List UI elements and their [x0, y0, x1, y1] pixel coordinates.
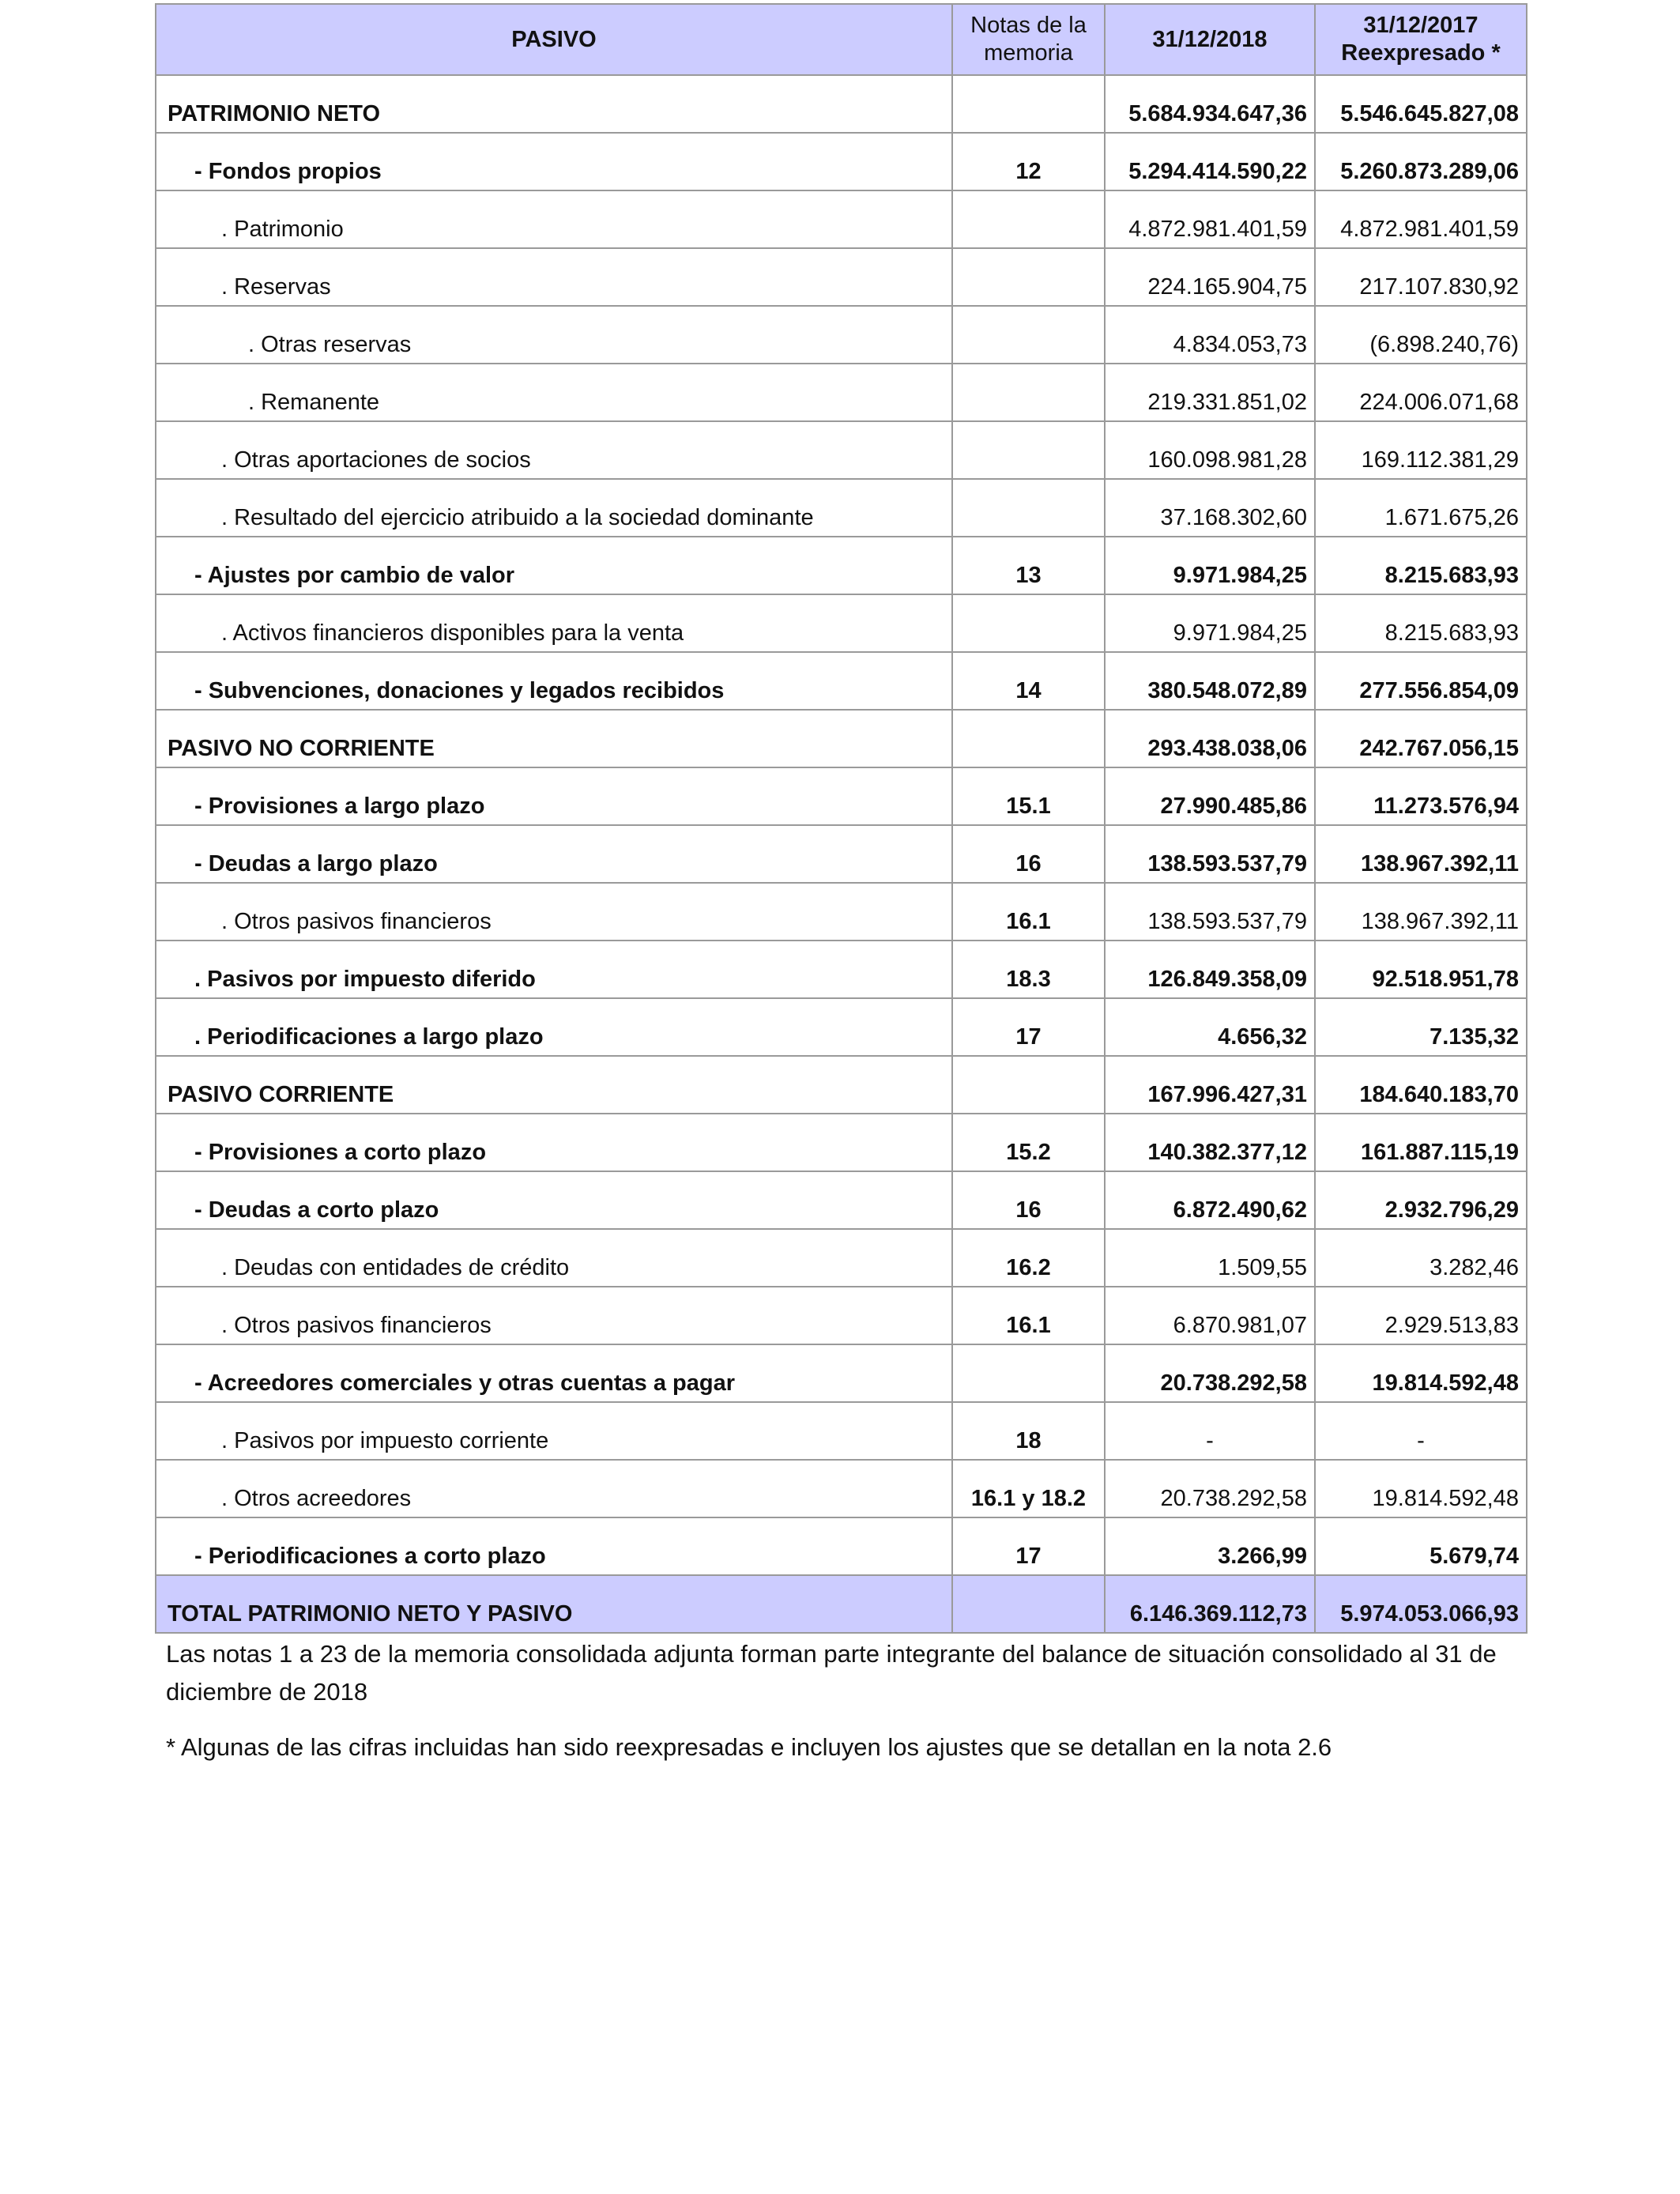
row-label: - Fondos propios: [156, 133, 952, 190]
row-value-2018: 5.294.414.590,22: [1105, 133, 1315, 190]
total-note: [952, 1575, 1105, 1633]
table-row: [156, 767, 1527, 825]
row-value-2017: 2.932.796,29: [1315, 1171, 1527, 1229]
row-note: 16.1 y 18.2: [952, 1460, 1105, 1517]
row-value-2018: 219.331.851,02: [1105, 364, 1315, 421]
footnote-notes-reference: Las notas 1 a 23 de la memoria consolidada adjunta forman parte integrante del balance de situación consolidado al 31 de diciembre de 2018: [166, 1640, 1497, 1706]
header-notas-line2: memoria: [984, 40, 1073, 66]
header-2018: 31/12/2018: [1105, 4, 1315, 75]
row-value-2018: 4.656,32: [1105, 998, 1315, 1056]
table-row: [156, 1460, 1527, 1517]
row-note: 16: [952, 825, 1105, 883]
row-value-2017: (6.898.240,76): [1315, 306, 1527, 364]
table-row: [156, 998, 1527, 1056]
row-note: 17: [952, 998, 1105, 1056]
row-note: [952, 306, 1105, 364]
row-label: . Periodificaciones a largo plazo: [156, 998, 952, 1056]
footnotes: [155, 1635, 1526, 1766]
row-note: [952, 594, 1105, 652]
row-note: 14: [952, 652, 1105, 710]
row-label: - Subvenciones, donaciones y legados recibidos: [156, 652, 952, 710]
table-header-row: [156, 4, 1527, 75]
row-label: - Provisiones a corto plazo: [156, 1114, 952, 1171]
row-label: . Pasivos por impuesto corriente: [156, 1402, 952, 1460]
table-row: [156, 1344, 1527, 1402]
row-value-2017: 8.215.683,93: [1315, 537, 1527, 594]
header-pasivo: PASIVO: [156, 4, 952, 75]
header-2017-line1: 31/12/2017: [1363, 13, 1478, 39]
row-value-2018: 138.593.537,79: [1105, 825, 1315, 883]
table-row: [156, 1287, 1527, 1344]
row-value-2017: 8.215.683,93: [1315, 594, 1527, 652]
row-note: 13: [952, 537, 1105, 594]
row-note: [952, 1344, 1105, 1402]
row-label: . Remanente: [156, 364, 952, 421]
row-value-2017: 5.260.873.289,06: [1315, 133, 1527, 190]
row-note: 16: [952, 1171, 1105, 1229]
table-row: [156, 710, 1527, 767]
row-value-2018: 140.382.377,12: [1105, 1114, 1315, 1171]
row-label: - Deudas a largo plazo: [156, 825, 952, 883]
row-label: - Deudas a corto plazo: [156, 1171, 952, 1229]
row-value-2017: 5.679,74: [1315, 1517, 1527, 1575]
row-note: 16.1: [952, 883, 1105, 941]
row-value-2017: 217.107.830,92: [1315, 248, 1527, 306]
row-label: . Deudas con entidades de crédito: [156, 1229, 952, 1287]
row-value-2017: 1.671.675,26: [1315, 479, 1527, 537]
row-note: 17: [952, 1517, 1105, 1575]
header-notas: [952, 4, 1105, 75]
table-row: [156, 594, 1527, 652]
row-label: . Reservas: [156, 248, 952, 306]
row-value-2017: 169.112.381,29: [1315, 421, 1527, 479]
row-label: . Otros pasivos financieros: [156, 1287, 952, 1344]
table-row: [156, 1402, 1527, 1460]
row-note: [952, 1056, 1105, 1114]
row-value-2018: 6.872.490,62: [1105, 1171, 1315, 1229]
table-row: [156, 1171, 1527, 1229]
row-note: 18.3: [952, 941, 1105, 998]
table-row: [156, 1056, 1527, 1114]
row-value-2018: 27.990.485,86: [1105, 767, 1315, 825]
table-row: [156, 825, 1527, 883]
row-value-2018: 6.870.981,07: [1105, 1287, 1315, 1344]
row-label: . Otros acreedores: [156, 1460, 952, 1517]
table-row: [156, 1229, 1527, 1287]
row-note: 16.2: [952, 1229, 1105, 1287]
row-value-2017: 19.814.592,48: [1315, 1460, 1527, 1517]
row-value-2017: 5.546.645.827,08: [1315, 75, 1527, 133]
row-label: - Ajustes por cambio de valor: [156, 537, 952, 594]
row-label: . Activos financieros disponibles para la venta: [156, 594, 952, 652]
row-value-2018: 167.996.427,31: [1105, 1056, 1315, 1114]
row-label: - Provisiones a largo plazo: [156, 767, 952, 825]
row-value-2018: 1.509,55: [1105, 1229, 1315, 1287]
row-note: [952, 364, 1105, 421]
row-value-2018: 37.168.302,60: [1105, 479, 1315, 537]
row-value-2018: 4.834.053,73: [1105, 306, 1315, 364]
row-note: [952, 479, 1105, 537]
row-value-2017: 138.967.392,11: [1315, 883, 1527, 941]
row-label: PASIVO NO CORRIENTE: [156, 710, 952, 767]
balance-sheet: [155, 3, 1526, 1766]
table-row: [156, 941, 1527, 998]
header-notas-line1: Notas de la: [970, 13, 1087, 39]
row-value-2017: 242.767.056,15: [1315, 710, 1527, 767]
row-note: [952, 421, 1105, 479]
row-note: 15.2: [952, 1114, 1105, 1171]
row-value-2018: 5.684.934.647,36: [1105, 75, 1315, 133]
row-note: 18: [952, 1402, 1105, 1460]
row-value-2017: 161.887.115,19: [1315, 1114, 1527, 1171]
row-value-2017: 224.006.071,68: [1315, 364, 1527, 421]
table-row: [156, 652, 1527, 710]
table-row: [156, 479, 1527, 537]
row-value-2018: 3.266,99: [1105, 1517, 1315, 1575]
row-value-2017: 7.135,32: [1315, 998, 1527, 1056]
row-note: [952, 248, 1105, 306]
row-label: . Pasivos por impuesto diferido: [156, 941, 952, 998]
row-value-2018: 9.971.984,25: [1105, 594, 1315, 652]
row-label: - Periodificaciones a corto plazo: [156, 1517, 952, 1575]
row-value-2017: 3.282,46: [1315, 1229, 1527, 1287]
row-value-2018: 126.849.358,09: [1105, 941, 1315, 998]
row-value-2018: 9.971.984,25: [1105, 537, 1315, 594]
row-label: - Acreedores comerciales y otras cuentas a pagar: [156, 1344, 952, 1402]
table-row: [156, 133, 1527, 190]
row-note: 16.1: [952, 1287, 1105, 1344]
row-value-2017: -: [1315, 1402, 1527, 1460]
row-value-2018: 20.738.292,58: [1105, 1460, 1315, 1517]
table-row: [156, 537, 1527, 594]
row-label: PATRIMONIO NETO: [156, 75, 952, 133]
row-value-2017: 4.872.981.401,59: [1315, 190, 1527, 248]
table-row: [156, 75, 1527, 133]
row-value-2017: 92.518.951,78: [1315, 941, 1527, 998]
row-label: . Otros pasivos financieros: [156, 883, 952, 941]
table-row: [156, 190, 1527, 248]
row-value-2017: 277.556.854,09: [1315, 652, 1527, 710]
row-value-2018: 4.872.981.401,59: [1105, 190, 1315, 248]
table-row: [156, 364, 1527, 421]
total-row: [156, 1575, 1527, 1633]
table-row: [156, 248, 1527, 306]
row-note: 15.1: [952, 767, 1105, 825]
row-note: [952, 190, 1105, 248]
row-label: . Patrimonio: [156, 190, 952, 248]
table-row: [156, 306, 1527, 364]
table-row: [156, 883, 1527, 941]
row-value-2017: 138.967.392,11: [1315, 825, 1527, 883]
row-value-2018: 138.593.537,79: [1105, 883, 1315, 941]
row-value-2018: 293.438.038,06: [1105, 710, 1315, 767]
row-value-2018: 20.738.292,58: [1105, 1344, 1315, 1402]
header-2017-line2: Reexpresado *: [1341, 40, 1501, 66]
row-value-2017: 11.273.576,94: [1315, 767, 1527, 825]
row-note: [952, 75, 1105, 133]
row-value-2017: 2.929.513,83: [1315, 1287, 1527, 1344]
row-value-2018: 160.098.981,28: [1105, 421, 1315, 479]
total-value-2018: 6.146.369.112,73: [1105, 1575, 1315, 1633]
table-row: [156, 1517, 1527, 1575]
row-value-2018: -: [1105, 1402, 1315, 1460]
header-2017: [1315, 4, 1527, 75]
total-value-2017: 5.974.053.066,93: [1315, 1575, 1527, 1633]
table-row: [156, 1114, 1527, 1171]
row-label: . Otras reservas: [156, 306, 952, 364]
row-note: [952, 710, 1105, 767]
footnote-restatement: * Algunas de las cifras incluidas han sido reexpresadas e incluyen los ajustes que se detallan en la nota 2.6: [166, 1733, 1332, 1761]
row-value-2017: 184.640.183,70: [1315, 1056, 1527, 1114]
row-value-2018: 224.165.904,75: [1105, 248, 1315, 306]
liabilities-table: [155, 3, 1527, 1634]
row-label: . Resultado del ejercicio atribuido a la sociedad dominante: [156, 479, 952, 537]
row-note: 12: [952, 133, 1105, 190]
table-row: [156, 421, 1527, 479]
row-value-2018: 380.548.072,89: [1105, 652, 1315, 710]
total-label: TOTAL PATRIMONIO NETO Y PASIVO: [156, 1575, 952, 1633]
row-value-2017: 19.814.592,48: [1315, 1344, 1527, 1402]
row-label: . Otras aportaciones de socios: [156, 421, 952, 479]
row-label: PASIVO CORRIENTE: [156, 1056, 952, 1114]
